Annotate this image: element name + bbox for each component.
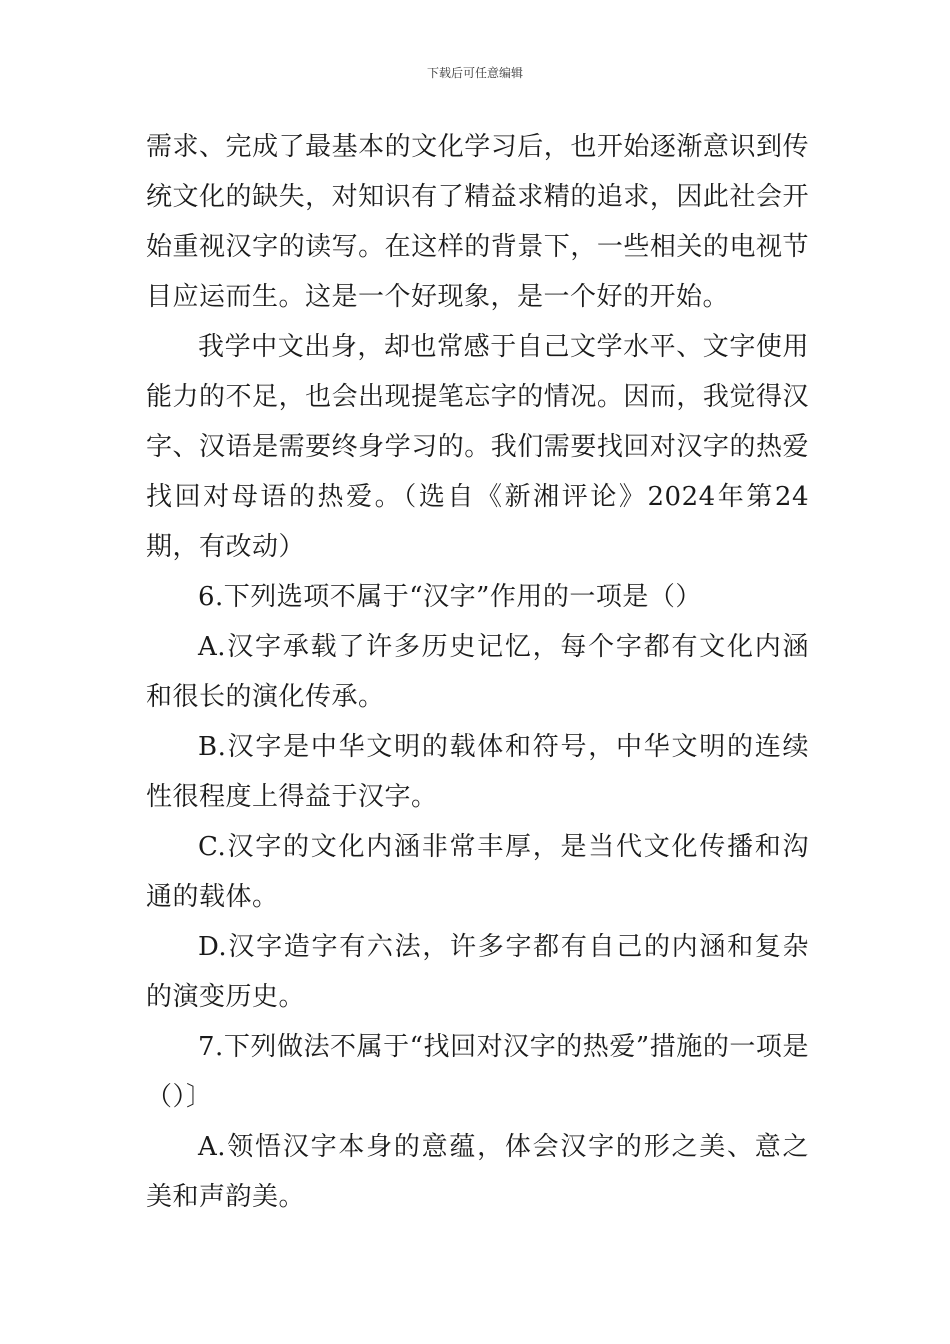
question-7-option-a: A.领悟汉字本身的意蕴，体会汉字的形之美、意之美和声韵美。 — [146, 1132, 809, 1212]
document-body — [146, 122, 809, 1222]
paragraph-author-reflection: 我学中文出身，却也常感于自己文学水平、文字使用能力的不足，也会出现提笔忘字的情况。因而，我觉得汉字、汉语是需要终身学习的。我们需要找回对汉字的热爱找回对母语的热爱。（选自《新湘评论》2024年第24期，有改动） — [146, 332, 809, 562]
question-6-option-a: A.汉字承载了许多历史记忆，每个字都有文化内涵和很长的演化传承。 — [146, 632, 809, 712]
question-7: 7.下列做法不属于“找回对汉字的热爱”措施的一项是（）〕 — [146, 1032, 809, 1112]
paragraph-continuation: 需求、完成了最基本的文化学习后，也开始逐渐意识到传统文化的缺失，对知识有了精益求精的追求，因此社会开始重视汉字的读写。在这样的背景下，一些相关的电视节目应运而生。这是一个好现象，是一个好的开始。 — [146, 132, 809, 312]
page-header: 下载后可任意编辑 — [426, 66, 523, 80]
question-6-option-b: B.汉字是中华文明的载体和符号，中华文明的连续性很程度上得益于汉字。 — [146, 732, 809, 812]
question-6: 6.下列选项不属于“汉字”作用的一项是（） — [198, 582, 702, 612]
question-6-option-c: C.汉字的文化内涵非常丰厚，是当代文化传播和沟通的载体。 — [146, 832, 809, 912]
question-6-option-d: D.汉字造字有六法，许多字都有自己的内涵和复杂的演变历史。 — [146, 932, 809, 1012]
